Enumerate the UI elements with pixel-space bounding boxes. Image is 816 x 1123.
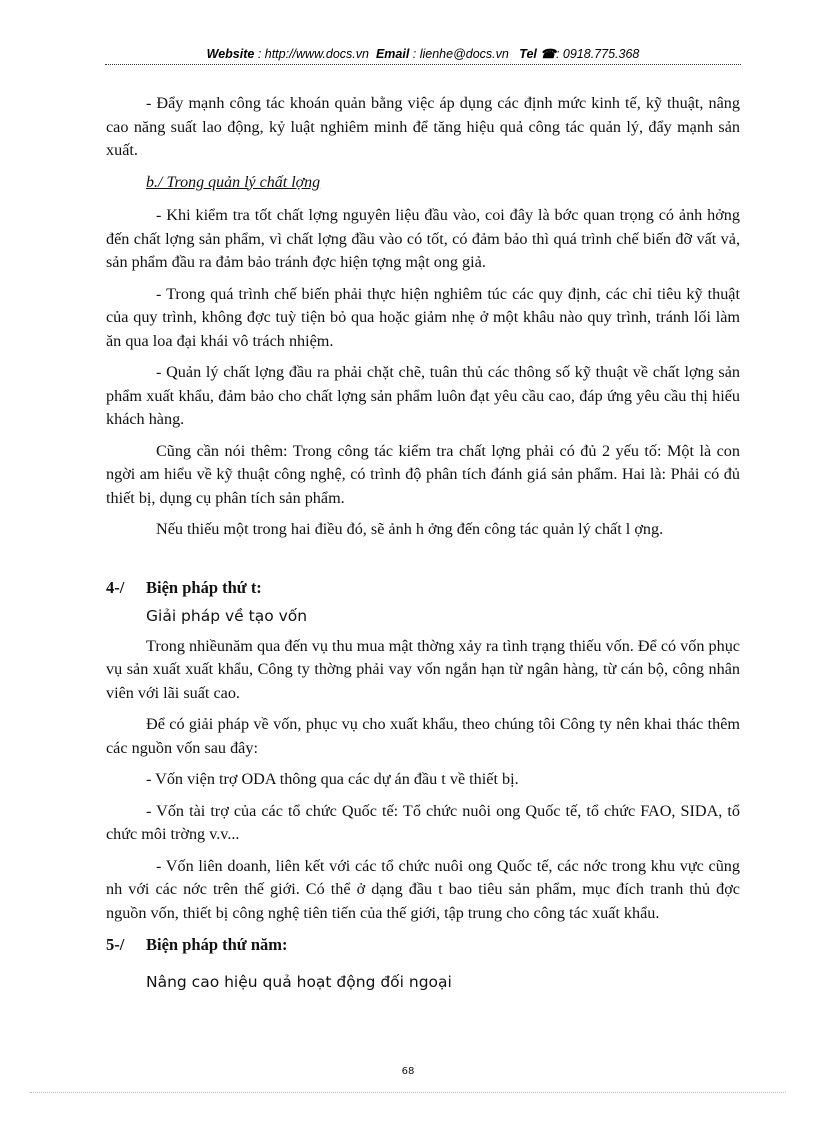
email-label: Email bbox=[375, 47, 410, 61]
tel-value: : 0918.775.368 bbox=[555, 47, 640, 61]
page-number: 68 bbox=[401, 1066, 415, 1077]
section-5-heading bbox=[106, 933, 740, 957]
subheading-quality: b./ Trong quản lý chất lợng bbox=[146, 173, 321, 191]
website-label: Website bbox=[206, 47, 255, 61]
section-number: 5-/ bbox=[106, 935, 125, 954]
paragraph: Nếu thiếu một trong hai điều đó, sẽ ảnh h ởng đến công tác quản lý chất l ợng. bbox=[156, 520, 664, 538]
section-title: Biện pháp thứ t: bbox=[146, 577, 262, 597]
paragraph: - Đẩy mạnh công tác khoán quản bằng việc áp dụng các định mức kinh tế, kỹ thuật, nâng cao năng suất lao động, kỷ luật nghiêm minh để tăng hiệu quả công tác quản lý, đẩy mạnh sản xuất. bbox=[106, 94, 740, 159]
section-5-subtitle: Nâng cao hiệu quả hoạt động đối ngoại bbox=[146, 972, 452, 991]
document-body bbox=[106, 92, 740, 1000]
paragraph: Để có giải pháp về vốn, phục vụ cho xuất khẩu, theo chúng tôi Công ty nên khai thác thêm các nguồn vốn sau đây: bbox=[106, 715, 740, 757]
paragraph: - Quản lý chất lợng đầu ra phải chặt chẽ, tuân thủ các thông số kỹ thuật về chất lợng sản phẩm xuất khẩu, đảm bảo cho chất lợng sản phẩm luôn đạt yêu cầu cao, đáp ứng yêu cầu thị hiếu khách hàng. bbox=[106, 363, 740, 428]
paragraph: Cũng cần nói thêm: Trong công tác kiểm tra chất lợng phải có đủ 2 yếu tố: Một là con ngời am hiểu về kỹ thuật công nghệ, có trình độ phân tích đánh giá sản phẩm. Hai là: Phải có đủ thiết bị, dụng cụ phân tích sản phẩm. bbox=[106, 441, 740, 507]
paragraph: - Trong quá trình chế biến phải thực hiện nghiêm túc các quy định, các chỉ tiêu kỹ thuật của quy trình, không đợc tuỳ tiện bỏ qua hoặc giảm nhẹ ở một khâu nào quy trình, tránh lối làm ăn qua loa đại khái vô trách nhiệm. bbox=[106, 284, 740, 350]
paragraph: - Vốn liên doanh, liên kết với các tổ chức nuôi ong Quốc tế, các nớc trong khu vực cũng nh với các nớc trên thế giới. Có thể ở dạng đầu t bao tiêu sản phẩm, mục đích tranh thủ đợc nguồn vốn, thiết bị công nghệ tiên tiến của thế giới, tập trung cho công tác xuất khẩu. bbox=[106, 856, 740, 922]
paragraph: - Vốn tài trợ của các tổ chức Quốc tế: Tổ chức nuôi ong Quốc tế, tổ chức FAO, SIDA, tổ chức môi trờng v.v... bbox=[106, 801, 740, 843]
section-4-heading bbox=[106, 576, 740, 600]
email-value: : lienhe@docs.vn bbox=[412, 47, 509, 61]
paragraph: - Khi kiểm tra tốt chất lợng nguyên liệu đầu vào, coi đây là bớc quan trọng có ảnh hởng đến chất lợng sản phẩm, vì chất lợng đầu vào có tốt, có đảm bảo thì quá trình chế biến đỡ vất vả, sản phẩm đầu ra đảm bảo tránh đợc hiện tợng mật ong giả. bbox=[106, 206, 740, 271]
tel-label: Tel bbox=[519, 47, 537, 61]
section-4-subtitle: Giải pháp về tạo vốn bbox=[146, 607, 308, 625]
footer-divider bbox=[30, 1092, 786, 1093]
paragraph: Trong nhiềunăm qua đến vụ thu mua mật thờng xảy ra tình trạng thiếu vốn. Để có vốn phục vụ sản xuất xuất khẩu, Công ty thờng phải vay vốn ngắn hạn từ ngân hàng, từ cán bộ, công nhân viên với lãi suất cao. bbox=[106, 636, 740, 702]
section-number: 4-/ bbox=[106, 577, 125, 597]
section-title: Biện pháp thứ năm: bbox=[146, 935, 288, 954]
header-divider bbox=[105, 64, 741, 65]
paragraph: - Vốn viện trợ ODA thông qua các dự án đầu t về thiết bị. bbox=[146, 770, 519, 788]
telephone-icon: ☎ bbox=[540, 47, 556, 61]
page-header bbox=[105, 46, 741, 61]
website-value: : http://www.docs.vn bbox=[257, 47, 369, 61]
